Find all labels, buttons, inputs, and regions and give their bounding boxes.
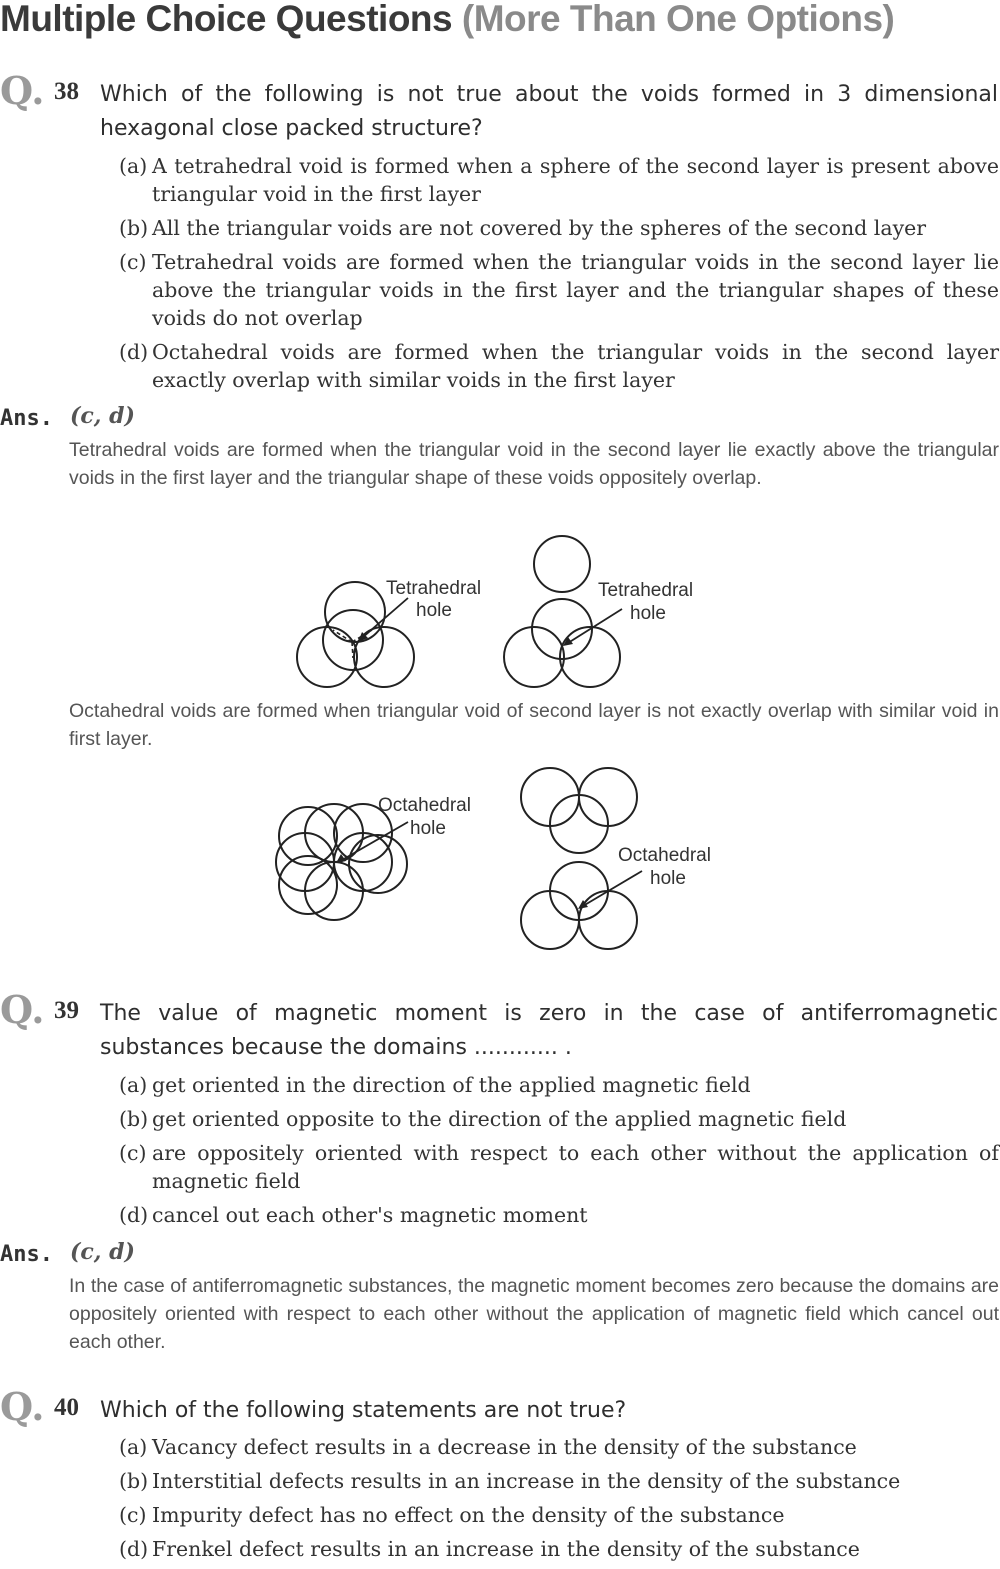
label-hole: hole — [410, 818, 446, 839]
bottom-sphere-right — [560, 627, 620, 687]
bottom-group-sphere-right — [579, 891, 637, 949]
question-number: 39 — [54, 997, 79, 1024]
option-a — [119, 1071, 999, 1099]
option-label: (c) — [119, 1141, 147, 1165]
bottom-sphere-left — [504, 627, 564, 687]
option-a — [119, 152, 999, 208]
option-label: (b) — [119, 216, 149, 240]
bottom-sphere-left — [297, 627, 357, 687]
answer-label: Ans. — [0, 1242, 53, 1267]
question-38-options — [119, 152, 999, 400]
question-text: Which of the following statements are not true? — [100, 1398, 627, 1423]
option-text: Interstitial defects results in an increase in the density of the substance — [152, 1469, 901, 1493]
top-sphere — [532, 599, 592, 659]
option-b — [119, 1467, 999, 1495]
floating-sphere — [534, 536, 590, 592]
option-text: All the triangular voids are not covered by the spheres of the second layer — [152, 216, 927, 240]
question-number: 40 — [54, 1394, 79, 1421]
option-text: are oppositely oriented with respect to each other without the application of magnetic field — [152, 1141, 999, 1193]
explanation-tetrahedral: Tetrahedral voids are formed when the triangular void in the second layer lie exactly above the triangular voids in the first layer and the triangular shape of these voids oppositely overlap. — [69, 439, 999, 489]
answer-value: (c, d) — [70, 1239, 135, 1265]
option-label: (b) — [119, 1107, 149, 1131]
label-tetrahedral: Tetrahedral — [598, 580, 694, 601]
option-label: (a) — [119, 1435, 148, 1459]
option-text: Octahedral voids are formed when the triangular voids in the second layer exactly overlap with similar voids in the first layer — [152, 340, 999, 392]
option-label: (b) — [119, 1469, 149, 1493]
explanation-octahedral: Octahedral voids are formed when triangular void of second layer is not exactly overlap with similar void in first layer. — [69, 700, 999, 750]
bottom-group-sphere-left — [521, 891, 579, 949]
option-label: (c) — [119, 250, 147, 274]
bottom-group-sphere-top — [550, 862, 608, 920]
label-hole: hole — [630, 603, 666, 624]
question-number: 38 — [54, 78, 79, 105]
option-text: get oriented opposite to the direction of the applied magnetic field — [152, 1107, 847, 1131]
answer-value: (c, d) — [70, 403, 135, 429]
option-text: Frenkel defect results in an increase in the density of the substance — [152, 1537, 860, 1561]
option-text: cancel out each other's magnetic moment — [152, 1203, 588, 1227]
option-d — [119, 1535, 999, 1563]
label-tetrahedral: Tetrahedral — [386, 578, 482, 599]
question-text: The value of magnetic moment is zero in the case of antiferromagnetic substances because the domains ............ . — [100, 1001, 998, 1060]
option-text: Impurity defect has no effect on the density of the substance — [152, 1503, 785, 1527]
question-mark: Q. — [0, 68, 45, 113]
arrow-line — [583, 871, 642, 906]
question-40-options — [119, 1433, 999, 1569]
label-hole: hole — [416, 600, 452, 621]
tetrahedral-void-diagram — [270, 530, 740, 700]
option-c — [119, 1501, 999, 1529]
option-label: (c) — [119, 1503, 147, 1527]
heading-main: Multiple Choice Questions — [0, 0, 453, 39]
option-a — [119, 1433, 999, 1461]
option-label: (a) — [119, 1073, 148, 1097]
question-39-options — [119, 1071, 999, 1235]
option-label: (d) — [119, 1203, 149, 1227]
option-c — [119, 1139, 999, 1195]
heading-sub: (More Than One Options) — [461, 0, 895, 39]
option-text: Vacancy defect results in a decrease in the density of the substance — [152, 1435, 857, 1459]
top-sphere — [325, 582, 385, 642]
option-c — [119, 248, 999, 332]
answer-label: Ans. — [0, 406, 53, 431]
label-octahedral: Octahedral — [378, 795, 471, 816]
option-b — [119, 214, 999, 242]
option-label: (d) — [119, 340, 149, 364]
octahedral-void-diagram — [270, 760, 740, 960]
option-d — [119, 338, 999, 394]
option-text: A tetrahedral void is formed when a sphere of the second layer is present above triangular void in the first layer — [152, 154, 999, 206]
label-hole: hole — [650, 868, 686, 889]
option-d — [119, 1201, 999, 1229]
arrow-line — [342, 822, 408, 860]
option-label: (d) — [119, 1537, 149, 1561]
question-mark: Q. — [0, 987, 45, 1032]
question-mark: Q. — [0, 1384, 45, 1429]
label-octahedral: Octahedral — [618, 845, 711, 866]
question-text: Which of the following is not true about the voids formed in 3 dimensional hexagonal close packed structure? — [100, 82, 998, 141]
upper-layer-sphere — [323, 610, 383, 670]
option-text: Tetrahedral voids are formed when the triangular voids in the second layer lie above the triangular voids in the first layer and the triangular shapes of these voids do not overlap — [152, 250, 999, 330]
option-text: get oriented in the direction of the applied magnetic field — [152, 1073, 751, 1097]
option-label: (a) — [119, 154, 148, 178]
sphere — [349, 835, 407, 893]
explanation-antiferromagnetic: In the case of antiferromagnetic substances, the magnetic moment becomes zero because the domains are oppositely oriented with respect to each other without the application of magnetic field which cancel out each other. — [69, 1275, 999, 1353]
option-b — [119, 1105, 999, 1133]
section-heading — [0, 0, 894, 40]
